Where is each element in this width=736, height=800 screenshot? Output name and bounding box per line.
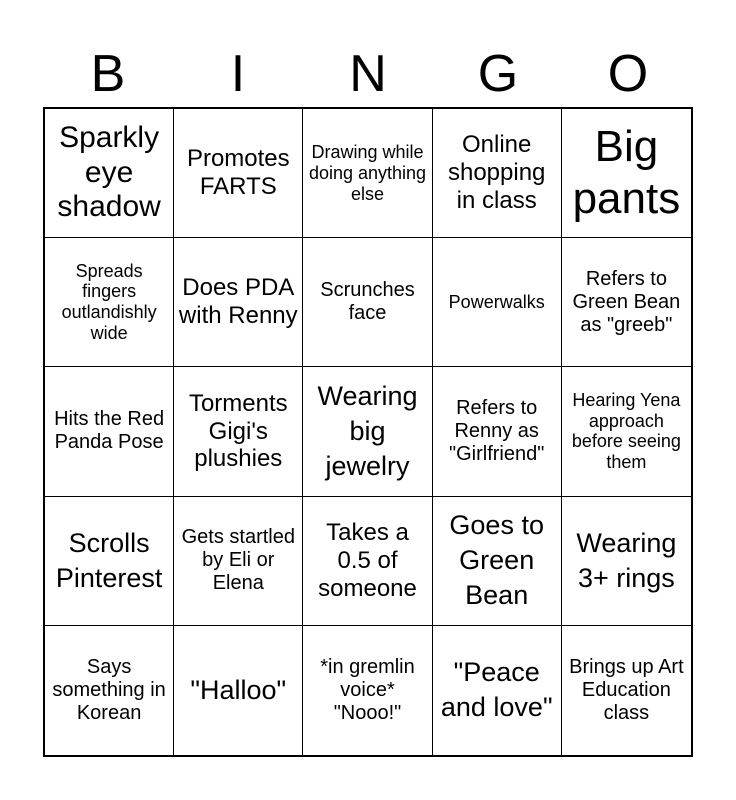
bingo-cell-label: Powerwalks — [448, 291, 545, 312]
bingo-cell-label: Goes to Green Bean — [449, 510, 544, 611]
bingo-cell-r2-c2[interactable] — [174, 238, 303, 367]
bingo-cell-label: Sparkly eye shadow — [57, 120, 161, 224]
bingo-cell-label: Online shopping in class — [447, 131, 546, 214]
bingo-cell-r3-c5[interactable] — [562, 367, 691, 496]
header-letter-b: B — [90, 45, 126, 103]
bingo-cell-r5-c4[interactable] — [433, 626, 562, 755]
header-letter-o: O — [607, 45, 649, 103]
bingo-board — [43, 107, 693, 757]
bingo-cell-label: Scrolls Pinterest — [55, 527, 163, 593]
bingo-cell-r4-c4[interactable] — [433, 497, 562, 626]
bingo-cell-r3-c4[interactable] — [433, 367, 562, 496]
bingo-cell-r5-c1[interactable] — [45, 626, 174, 755]
bingo-cell-label: Takes a 0.5 of someone — [318, 518, 417, 602]
bingo-cell-r1-c3[interactable] — [303, 109, 432, 238]
bingo-cell-r3-c3[interactable] — [303, 367, 432, 496]
bingo-cell-r4-c1[interactable] — [45, 497, 174, 626]
bingo-cell-r3-c1[interactable] — [45, 367, 174, 496]
bingo-cell-label: *in gremlin voice* "Nooo!" — [320, 655, 415, 724]
bingo-cell-label: Spreads fingers outlandishly wide — [61, 260, 157, 344]
bingo-cell-r4-c2[interactable] — [174, 497, 303, 626]
bingo-cell-label: Scrunches face — [320, 279, 415, 325]
bingo-cell-label: Drawing while doing anything else — [308, 141, 427, 204]
bingo-cell-label: Promotes FARTS — [186, 145, 290, 201]
bingo-cell-r4-c5[interactable] — [562, 497, 691, 626]
bingo-cell-r1-c4[interactable] — [433, 109, 562, 238]
bingo-cell-label: Torments Gigi's plushies — [188, 389, 288, 473]
bingo-cell-label: "Halloo" — [190, 674, 287, 705]
bingo-cell-label: Gets startled by Eli or Elena — [181, 525, 295, 595]
bingo-cell-label: Wearing 3+ rings — [576, 527, 677, 593]
bingo-cell-label: "Peace and love" — [440, 657, 553, 723]
bingo-cell-label: Hits the Red Panda Pose — [54, 408, 165, 454]
bingo-cell-label: Big pants — [572, 122, 681, 224]
bingo-cell-r2-c3[interactable] — [303, 238, 432, 367]
bingo-cell-label: Wearing big jewelry — [317, 380, 418, 482]
bingo-cell-r2-c4[interactable] — [433, 238, 562, 367]
bingo-cell-r5-c2[interactable] — [174, 626, 303, 755]
bingo-cell-label: Says something in Korean — [52, 655, 166, 724]
header-letter-i: I — [230, 45, 246, 103]
bingo-cell-label: Hearing Yena approach before seeing them — [571, 389, 681, 473]
bingo-cell-r1-c2[interactable] — [174, 109, 303, 238]
bingo-cell-r5-c5[interactable] — [562, 626, 691, 755]
bingo-cell-r3-c2[interactable] — [174, 367, 303, 496]
bingo-header — [43, 40, 693, 108]
bingo-cell-label: Refers to Renny as "Girlfriend" — [449, 396, 545, 466]
header-letter-g: G — [477, 45, 519, 103]
bingo-cell-r5-c3[interactable] — [303, 626, 432, 755]
bingo-cell-r1-c1[interactable] — [45, 109, 174, 238]
bingo-cell-r1-c5[interactable] — [562, 109, 691, 238]
bingo-cell-label: Does PDA with Renny — [178, 274, 298, 330]
bingo-cell-label: Brings up Art Education class — [569, 655, 684, 724]
header-letter-n: N — [349, 45, 387, 103]
bingo-cell-label: Refers to Green Bean as "greeb" — [572, 267, 681, 336]
bingo-cell-r2-c1[interactable] — [45, 238, 174, 367]
bingo-cell-r4-c3[interactable] — [303, 497, 432, 626]
bingo-cell-r2-c5[interactable] — [562, 238, 691, 367]
